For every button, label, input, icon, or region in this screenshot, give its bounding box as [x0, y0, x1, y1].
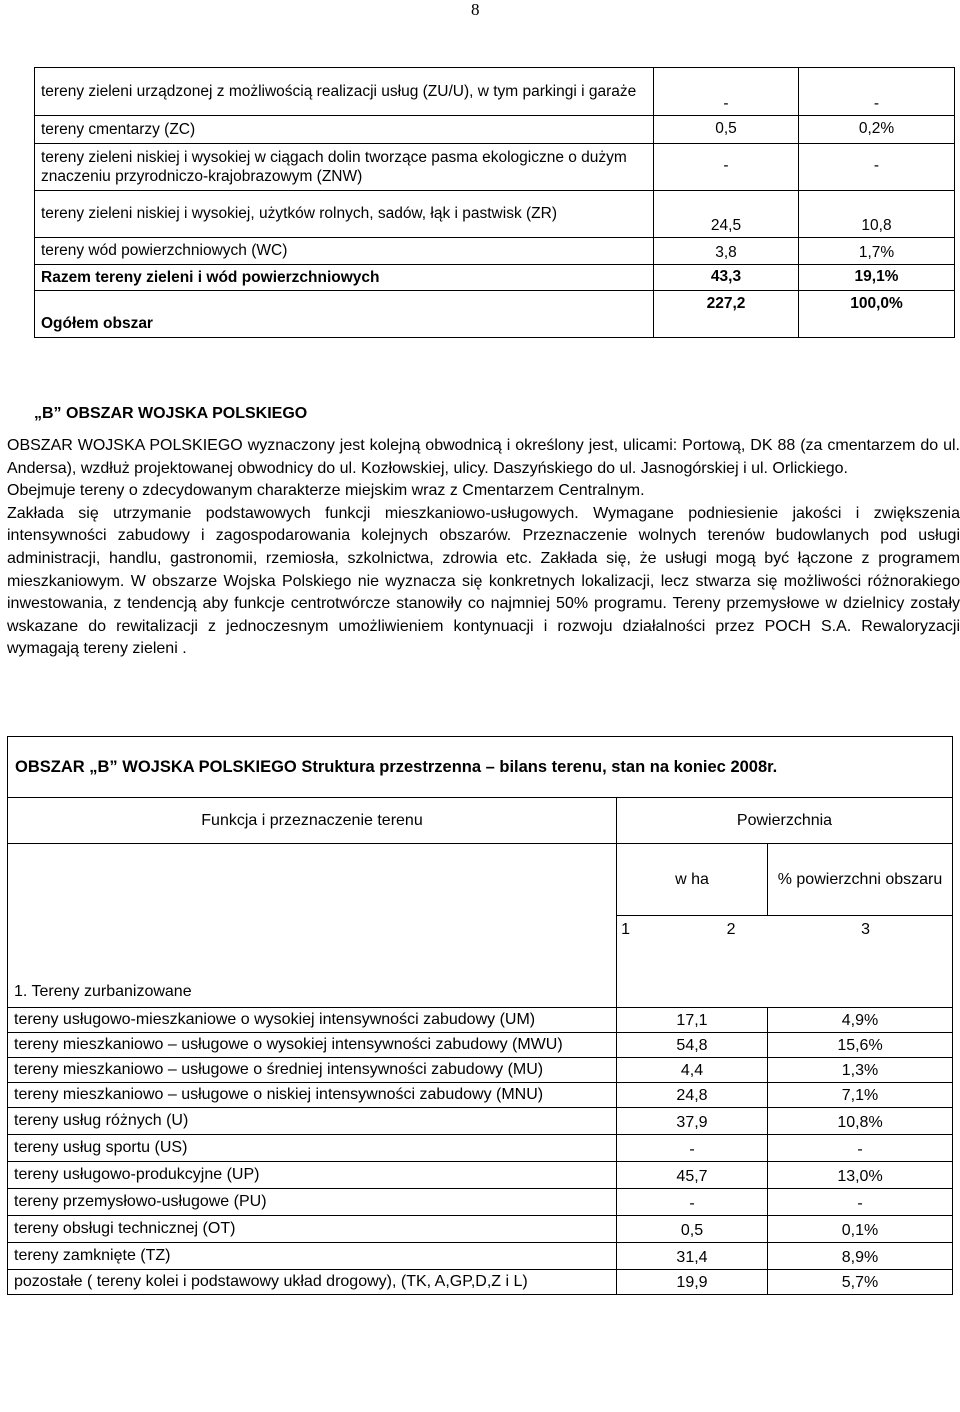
row-percent: 8,9% — [768, 1243, 953, 1270]
row-area: 54,8 — [617, 1033, 768, 1058]
row-percent: 5,7% — [768, 1270, 953, 1295]
row-area: 227,2 — [654, 291, 799, 338]
row-percent: - — [768, 1135, 953, 1162]
row-label: tereny mieszkaniowo – usługowe o wysokiej intensywności zabudowy (MWU) — [8, 1033, 617, 1058]
row-label: tereny mieszkaniowo – usługowe o niskiej intensywności zabudowy (MNU) — [8, 1083, 617, 1108]
row-percent: - — [799, 144, 955, 191]
col-number-2: 2 — [726, 920, 736, 938]
table-row — [8, 1058, 953, 1083]
table-row — [35, 191, 955, 238]
row-label: tereny zamknięte (TZ) — [8, 1243, 617, 1270]
row-area: 31,4 — [617, 1243, 768, 1270]
row-area: - — [617, 1189, 768, 1216]
paragraph: Zakłada się utrzymanie podstawowych funkcji mieszkaniowo-usługowych. Wymagane podniesienie jakości i zwiększenia intensywności zabudowy i zagospodarowania kolejnych obszarów. Przeznaczenie wolnych terenów budowlanych pod usługi administracji, handlu, gastronomii, rzemiosła, szkolnictwa, zdrowia etc. Zakłada się, że usługi mogą być łączone z programem mieszkaniowym. W obszarze Wojska Polskiego nie wyznacza się konkretnych lokalizacji, lecz stwarza się możliwości różnorakiego inwestowania, z tendencją aby funkcje centrotwórcze stanowiły co najmniej 50% programu. Tereny przemysłowe w dzielnicy zostały wskazane do rewitalizacji z jednoczesnym umożliwieniem kontynuacji i rozwoju działalności przez POCH S.A. Rewaloryzacji wymagają tereny zieleni . — [7, 504, 960, 658]
row-percent: 1,3% — [768, 1058, 953, 1083]
paragraph: OBSZAR WOJSKA POLSKIEGO wyznaczony jest kolejną obwodnicą i określony jest, ulicami: Portową, DK 88 (za cmentarzem do ul. Andersa), wzdłuż projektowanej obwodnicy do ul. Kozłowskiej, ulicy. Daszyńskiego do ul. Jasnogórskiej i ul. Orlickiego. — [7, 437, 960, 477]
land-balance-table-continued — [34, 67, 955, 338]
row-area: 0,5 — [617, 1216, 768, 1243]
section-spacer — [617, 944, 768, 1008]
table-row — [35, 291, 955, 338]
row-percent: 19,1% — [799, 265, 955, 291]
row-percent: - — [799, 68, 955, 116]
row-area: 0,5 — [654, 116, 799, 144]
row-label: tereny usług sportu (US) — [8, 1135, 617, 1162]
row-area: 43,3 — [654, 265, 799, 291]
row-label: tereny mieszkaniowo – usługowe o średniej intensywności zabudowy (MU) — [8, 1058, 617, 1083]
row-percent: 1,7% — [799, 238, 955, 265]
row-label: pozostałe ( tereny kolei i podstawowy układ drogowy), (TK, A,GP,D,Z i L) — [8, 1270, 617, 1295]
table-row — [8, 1162, 953, 1189]
row-percent: 13,0% — [768, 1162, 953, 1189]
table-row — [35, 238, 955, 265]
row-label: Razem tereny zieleni i wód powierzchniowych — [35, 265, 654, 291]
row-area: 24,5 — [654, 191, 799, 238]
land-balance-table — [7, 736, 953, 1295]
table-row — [8, 1033, 953, 1058]
row-area: 45,7 — [617, 1162, 768, 1189]
row-percent: 0,2% — [799, 116, 955, 144]
row-area: - — [617, 1135, 768, 1162]
table-row — [8, 1189, 953, 1216]
row-label: tereny obsługi technicznej (OT) — [8, 1216, 617, 1243]
column-number-row — [8, 916, 953, 944]
row-area: 37,9 — [617, 1108, 768, 1135]
row-label: tereny przemysłowo-usługowe (PU) — [8, 1189, 617, 1216]
row-area: 24,8 — [617, 1083, 768, 1108]
caption-row — [8, 737, 953, 798]
table-row — [35, 68, 955, 116]
col-number-1-cell — [8, 916, 630, 944]
table-row — [8, 1270, 953, 1295]
table-caption: OBSZAR „B” WOJSKA POLSKIEGO Struktura przestrzenna – bilans terenu, stan na koniec 2008r. — [8, 737, 953, 798]
table-row — [35, 144, 955, 191]
row-label: tereny usługowo-produkcyjne (UP) — [8, 1162, 617, 1189]
row-percent: - — [768, 1189, 953, 1216]
table-row — [8, 1243, 953, 1270]
header-function: Funkcja i przeznaczenie terenu — [8, 798, 617, 844]
row-area: 3,8 — [654, 238, 799, 265]
row-percent: 0,1% — [768, 1216, 953, 1243]
header-spacer — [8, 844, 617, 916]
table-row — [8, 1083, 953, 1108]
table-row — [8, 1135, 953, 1162]
section-body — [7, 435, 960, 661]
section-title — [8, 944, 617, 1008]
row-label: tereny usług różnych (U) — [8, 1108, 617, 1135]
row-label: tereny wód powierzchniowych (WC) — [35, 238, 654, 265]
row-label: tereny cmentarzy (ZC) — [35, 116, 654, 144]
row-label: tereny zieleni niskiej i wysokiej, użytków rolnych, sadów, łąk i pastwisk (ZR) — [35, 191, 654, 238]
section-heading: „B” OBSZAR WOJSKA POLSKIEGO — [34, 405, 308, 422]
row-percent: 4,9% — [768, 1008, 953, 1033]
row-label: Ogółem obszar — [35, 291, 654, 338]
table-row — [8, 1216, 953, 1243]
subheader-row — [8, 844, 953, 916]
header-area: Powierzchnia — [617, 798, 953, 844]
table-row — [8, 1108, 953, 1135]
row-label: tereny usługowo-mieszkaniowe o wysokiej intensywności zabudowy (UM) — [8, 1008, 617, 1033]
section-row — [8, 944, 953, 1008]
table-row — [35, 265, 955, 291]
col-number-1: 1 — [621, 920, 630, 938]
row-percent: 7,1% — [768, 1083, 953, 1108]
section-title-text: 1. Tereny zurbanizowane — [14, 983, 192, 1000]
row-percent: 10,8 — [799, 191, 955, 238]
row-area: - — [654, 68, 799, 116]
section-spacer — [768, 944, 953, 1008]
header-row — [8, 798, 953, 844]
table-row — [8, 1008, 953, 1033]
col-number-3: 3 — [768, 916, 953, 944]
row-area: 19,9 — [617, 1270, 768, 1295]
row-label: tereny zieleni urządzonej z możliwością realizacji usług (ZU/U), w tym parkingi i garaże — [35, 68, 654, 116]
header-percent: % powierzchni obszaru — [768, 844, 953, 916]
paragraph: Obejmuje tereny o zdecydowanym charakterze miejskim wraz z Cmentarzem Centralnym. — [7, 482, 645, 500]
row-area: 4,4 — [617, 1058, 768, 1083]
row-area: - — [654, 144, 799, 191]
row-percent: 100,0% — [799, 291, 955, 338]
row-percent: 15,6% — [768, 1033, 953, 1058]
row-area: 17,1 — [617, 1008, 768, 1033]
page-number: 8 — [471, 0, 480, 19]
row-label: tereny zieleni niskiej i wysokiej w ciągach dolin tworzące pasma ekologiczne o dużym znaczeniu przyrodniczo-krajobrazowym (ZNW) — [35, 144, 654, 191]
table-row — [35, 116, 955, 144]
row-percent: 10,8% — [768, 1108, 953, 1135]
header-ha: w ha — [617, 844, 768, 916]
